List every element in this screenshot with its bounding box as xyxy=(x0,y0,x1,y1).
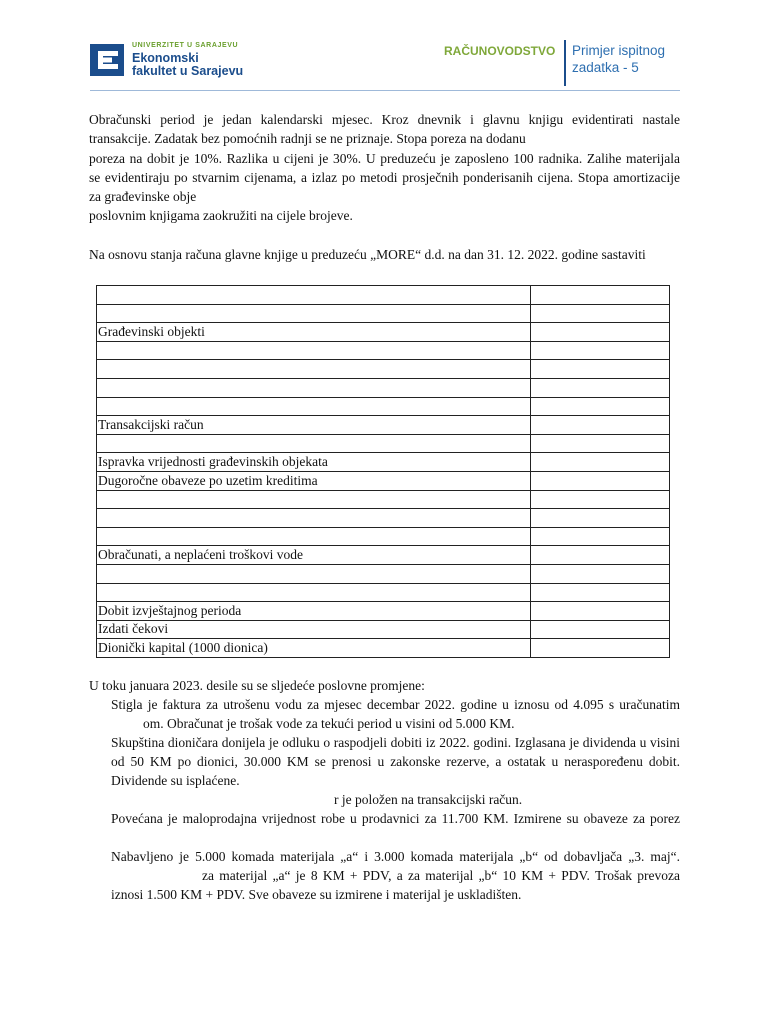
table-row xyxy=(97,546,670,565)
table-row xyxy=(97,304,670,323)
account-name-cell: Obračunati, a neplaćeni troškovi vode xyxy=(97,546,531,565)
table-row xyxy=(97,602,670,621)
table-row xyxy=(97,583,670,602)
transaction-1-line-2: om. Obračunat je trošak vode za tekući period u visini od 5.000 KM. xyxy=(143,716,515,731)
account-amount-cell xyxy=(531,304,670,323)
account-amount-cell xyxy=(531,583,670,602)
account-amount-cell xyxy=(531,453,670,472)
account-amount-cell xyxy=(531,341,670,360)
account-name-cell xyxy=(97,286,531,305)
transaction-3-line-1: r je položen na transakcijski račun. xyxy=(334,792,523,807)
account-amount-cell xyxy=(531,490,670,509)
account-name-cell xyxy=(97,341,531,360)
faculty-logo-icon xyxy=(90,44,124,76)
exam-label-line-2: zadatka - 5 xyxy=(572,60,639,75)
table-row xyxy=(97,639,670,658)
account-name-cell: Dionički kapital (1000 dionica) xyxy=(97,639,531,658)
intro-line: poslovnim knjigama zaokružiti na cijele brojeve. xyxy=(89,208,353,224)
account-amount-cell xyxy=(531,602,670,621)
intro-paragraph xyxy=(89,110,680,226)
exam-label xyxy=(572,42,665,76)
account-amount-cell xyxy=(531,397,670,416)
table-row xyxy=(97,620,670,639)
account-name-cell: Transakcijski račun xyxy=(97,416,531,435)
account-amount-cell xyxy=(531,323,670,342)
faculty-name-line-1: Ekonomski xyxy=(132,51,199,65)
account-name-cell: Ispravka vrijednosti građevinskih objekata xyxy=(97,453,531,472)
table-row xyxy=(97,564,670,583)
intro-line: Obračunski period je jedan kalendarski mjesec. Kroz dnevnik i glavnu knjigu evidentirati nastale xyxy=(89,112,680,127)
account-amount-cell xyxy=(531,509,670,528)
account-amount-cell xyxy=(531,620,670,639)
table-row xyxy=(97,471,670,490)
table-row xyxy=(97,490,670,509)
account-amount-cell xyxy=(531,360,670,379)
transaction-2-line-1: Skupština dioničara donijela je odluku o raspodjeli dobiti iz 2022. godini. Izglasana je dividenda u visini xyxy=(111,735,680,750)
transaction-1-line-1: Stigla je faktura za utrošenu vodu za mjesec decembar 2022. godine u iznosu od 4.095 s uračunatim xyxy=(111,697,680,712)
account-name-cell xyxy=(97,397,531,416)
account-amount-cell xyxy=(531,546,670,565)
table-row xyxy=(97,378,670,397)
account-name-cell xyxy=(97,378,531,397)
account-amount-cell xyxy=(531,564,670,583)
transaction-4-line-1: Povećana je maloprodajna vrijednost robe u prodavnici za 11.700 KM. Izmirene su obaveze za porez xyxy=(111,811,680,826)
faculty-name-line-2: fakultet u Sarajevu xyxy=(132,64,244,78)
account-name-cell xyxy=(97,564,531,583)
exam-label-line-1: Primjer ispitnog xyxy=(572,43,666,58)
account-amount-cell xyxy=(531,286,670,305)
intro-line: poreza na dobit je 10%. Razlika u cijeni je 30%. U preduzeću je zaposleno 100 radnika. Zalihe materijala xyxy=(89,150,680,166)
header-rule xyxy=(90,90,680,91)
account-name-cell xyxy=(97,490,531,509)
account-name-cell xyxy=(97,527,531,546)
transaction-5-line-2: za materijal „a“ je 8 KM + PDV, a za materijal „b“ 10 KM + PDV. Trošak prevoza xyxy=(202,868,680,883)
intro-line: transakcije. Zadatak bez pomoćnih radnji se ne priznaje. Stopa poreza na dodanu xyxy=(89,131,526,147)
transaction-2-line-3: Dividende su isplaćene. xyxy=(111,773,240,788)
faculty-logo xyxy=(90,40,260,82)
account-balance-table xyxy=(96,285,670,658)
account-name-cell xyxy=(97,304,531,323)
account-amount-cell xyxy=(531,527,670,546)
intro-line: se evidentiraju po stvarnim cijenama, a izlaz po metodi prosječnih ponderisanih cijena. Stopa amortizacije xyxy=(89,169,680,185)
account-name-cell: Dobit izvještajnog perioda xyxy=(97,602,531,621)
account-name-cell: Građevinski objekti xyxy=(97,323,531,342)
account-amount-cell xyxy=(531,416,670,435)
table-row xyxy=(97,360,670,379)
table-row xyxy=(97,453,670,472)
transaction-5-line-1: Nabavljeno je 5.000 komada materijala „a“ i 3.000 komada materijala „b“ od dobavljača „3. maj“. xyxy=(111,849,680,864)
course-title: RAČUNOVODSTVO xyxy=(444,44,556,58)
page-header xyxy=(90,38,680,94)
transactions-intro: U toku januara 2023. desile su se sljedeće poslovne promjene: xyxy=(89,678,425,693)
account-name-cell xyxy=(97,583,531,602)
table-row xyxy=(97,397,670,416)
transaction-2-line-2: od 50 KM po dionici, 30.000 KM se prenosi u zakonske rezerve, a ostatak u neraspoređenu dobit. xyxy=(111,754,680,769)
intro-line: za građevinske obje xyxy=(89,189,197,205)
table-row xyxy=(97,416,670,435)
account-amount-cell xyxy=(531,378,670,397)
balance-instruction: Na osnovu stanja računa glavne knjige u preduzeću „MORE“ d.d. na dan 31. 12. 2022. godine sastaviti xyxy=(89,247,646,262)
table-row xyxy=(97,509,670,528)
table-row xyxy=(97,286,670,305)
account-name-cell xyxy=(97,360,531,379)
account-amount-cell xyxy=(531,639,670,658)
transaction-5-line-3: iznosi 1.500 KM + PDV. Sve obaveze su izmirene i materijal je uskladišten. xyxy=(111,887,522,902)
account-name-cell: Dugoročne obaveze po uzetim kreditima xyxy=(97,471,531,490)
table-row xyxy=(97,323,670,342)
table-row xyxy=(97,434,670,453)
table-row xyxy=(97,527,670,546)
header-divider xyxy=(564,40,566,86)
account-name-cell xyxy=(97,509,531,528)
account-name-cell xyxy=(97,434,531,453)
account-amount-cell xyxy=(531,471,670,490)
university-name: UNIVERZITET U SARAJEVU xyxy=(132,42,239,49)
table-row xyxy=(97,341,670,360)
account-amount-cell xyxy=(531,434,670,453)
account-name-cell: Izdati čekovi xyxy=(97,620,531,639)
